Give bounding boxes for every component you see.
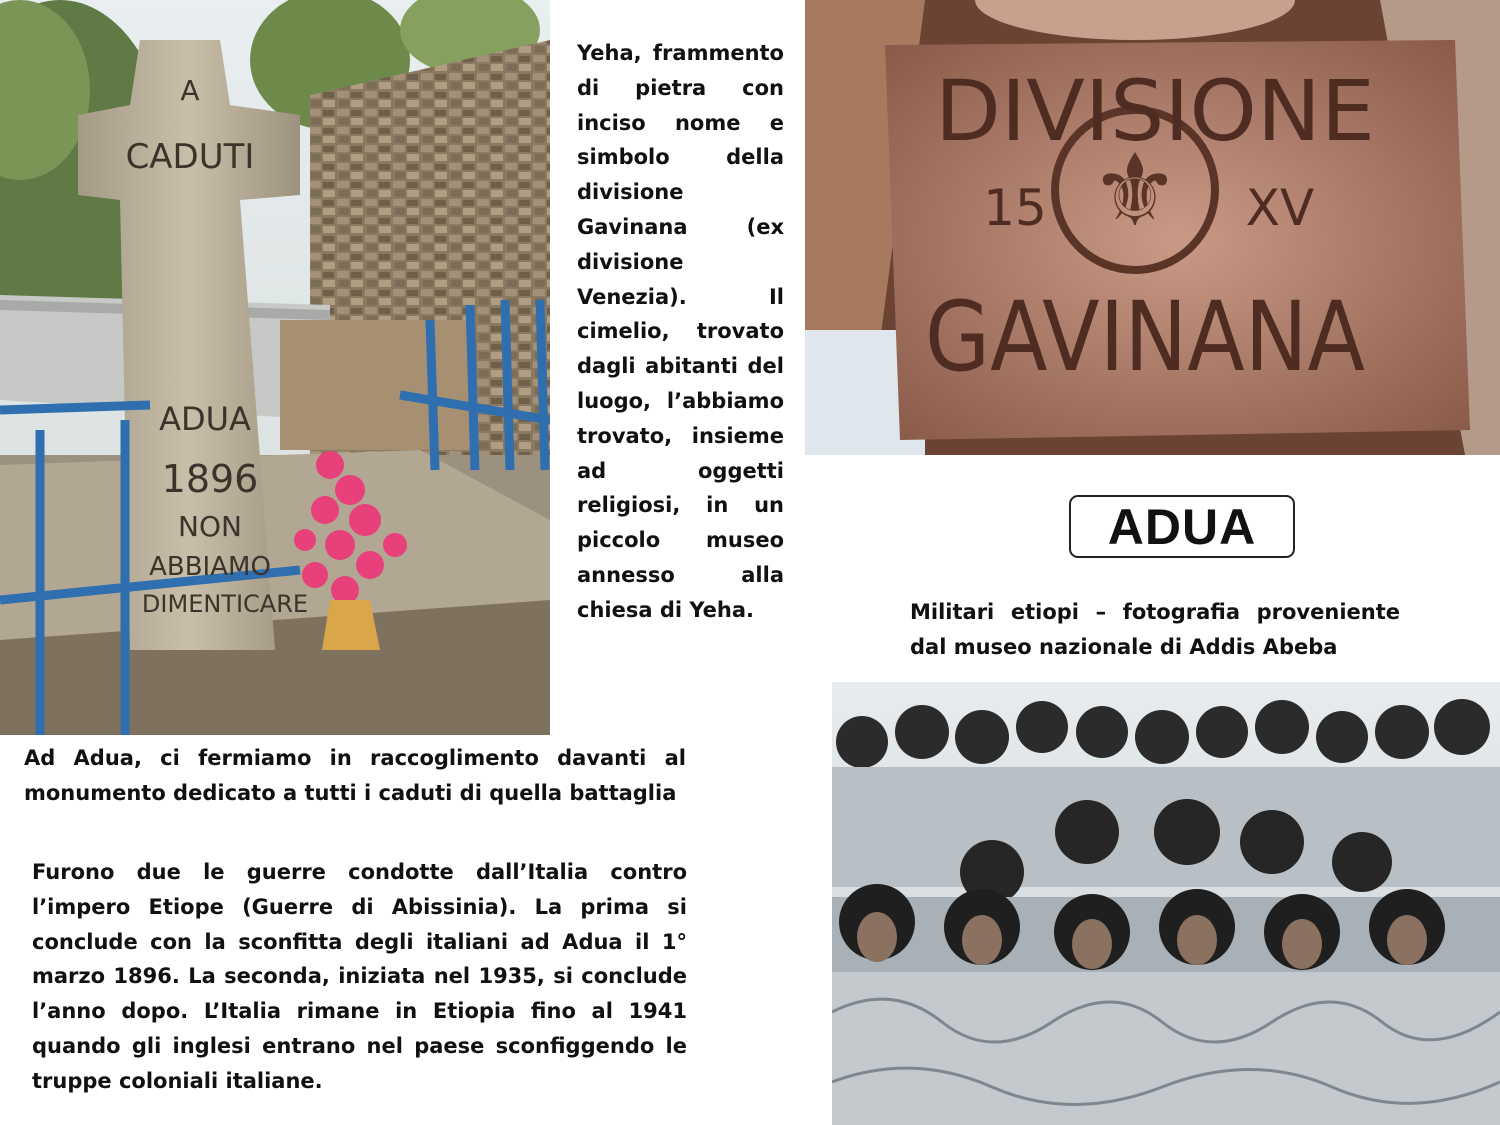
history-paragraph: Furono due le guerre condotte dall’Italia contro l’impero Etiope (Guerre di Abissinia). La prima si conclude con la sconfitta degli italiani ad Adua il 1° marzo 1896. La seconda, iniziata nel 1935, si conclude l’anno dopo. L’Italia rimane in Etiopia fino al 1941 quando gli inglesi entrano nel paese sconfiggendo le truppe coloniali italiane. bbox=[32, 860, 687, 1093]
yeha-fragment-caption: Yeha, frammento di pietra con inciso nome e simbolo della divisione Gavinana (ex divisione Venezia). Il cimelio, trovato dagli abitanti del luogo, l’abbiamo trovato, insieme ad oggetti religiosi, in un piccolo museo annesso alla chiesa di Yeha. bbox=[577, 41, 784, 622]
fragment-inscription-top: DIVISIONE bbox=[935, 62, 1375, 160]
page-title: ADUA bbox=[1107, 498, 1257, 555]
monument-inscription-cross: CADUTI bbox=[125, 137, 255, 177]
ethiopian-soldiers-photo bbox=[832, 682, 1500, 1125]
monument-inscription-adua: ADUA bbox=[159, 400, 251, 438]
svg-text:⚜: ⚜ bbox=[1090, 132, 1180, 249]
soldiers-photo-caption: Militari etiopi – fotografia proveniente dal museo nazionale di Addis Abeba bbox=[910, 600, 1400, 659]
adua-monument-caption: Ad Adua, ci fermiamo in raccoglimento davanti al monumento dedicato a tutti i caduti di quella battaglia bbox=[24, 746, 686, 805]
stone-fragment-photo bbox=[805, 0, 1500, 455]
monument-photo bbox=[0, 0, 550, 735]
monument-inscription-non: NON bbox=[178, 510, 242, 543]
monument-inscription-dimenticare: DIMENTICARE bbox=[141, 590, 309, 618]
monument-inscription-year: 1896 bbox=[161, 457, 259, 501]
fragment-inscription-left: 15 bbox=[983, 179, 1047, 237]
page-title-box bbox=[1069, 495, 1295, 558]
fragment-inscription-bottom: GAVINANA bbox=[925, 281, 1365, 393]
monument-inscription-top: A bbox=[180, 74, 200, 107]
fragment-inscription-right: XV bbox=[1245, 179, 1315, 237]
monument-inscription-abbiamo: ABBIAMO bbox=[149, 552, 271, 582]
